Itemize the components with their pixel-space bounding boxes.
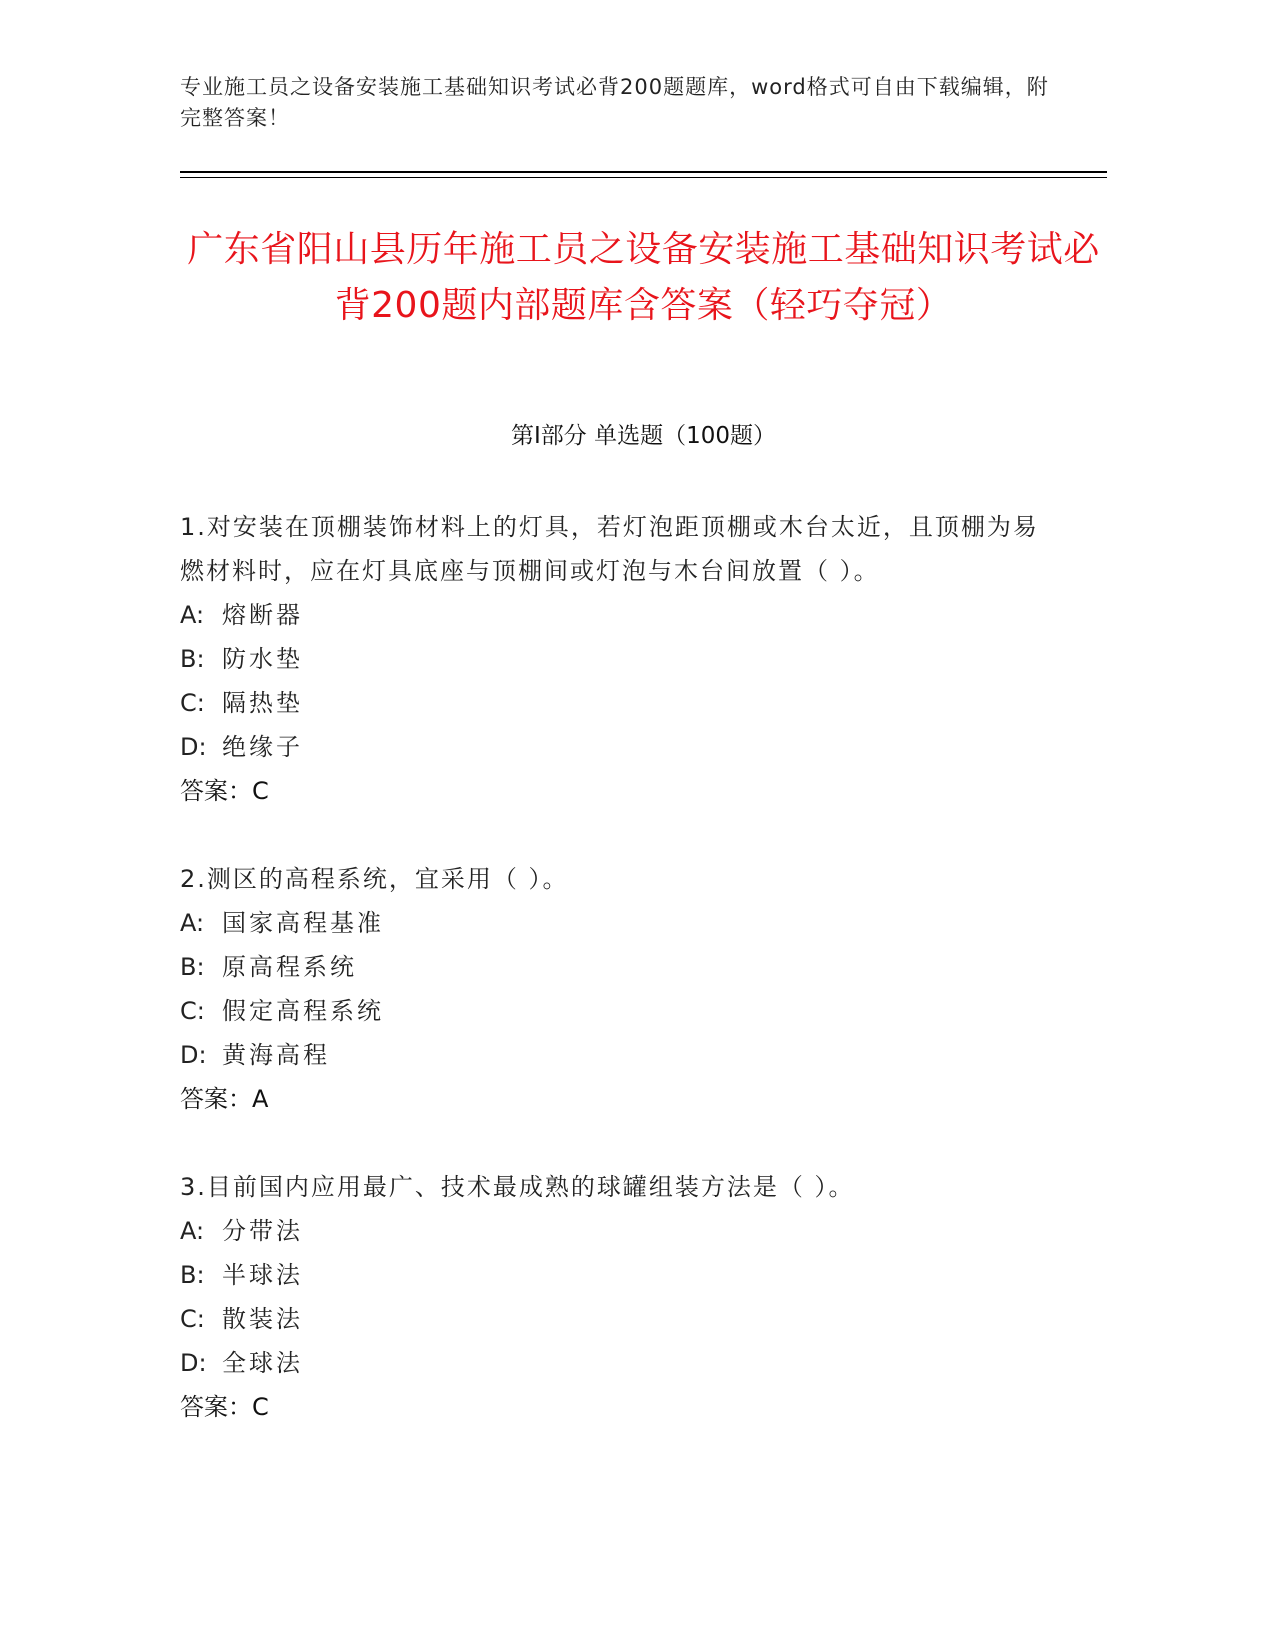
question-list xyxy=(180,505,1050,1473)
answer-value: C xyxy=(252,1393,269,1421)
option-text: 国家高程基准 xyxy=(222,909,384,937)
header-divider-thick xyxy=(180,171,1107,173)
option-letter: B: xyxy=(180,645,205,673)
option-text: 半球法 xyxy=(222,1261,303,1289)
document-title: 广东省阳山县历年施工员之设备安装施工基础知识考试必背200题内部题库含答案（轻巧夺冠） xyxy=(187,229,1100,326)
header-note: 专业施工员之设备安装施工基础知识考试必背200题题库，word格式可自由下载编辑，附完整答案！ xyxy=(180,75,1049,130)
header-divider-thin xyxy=(180,177,1107,178)
option-letter: B: xyxy=(180,953,205,981)
option-letter: A: xyxy=(180,601,205,629)
answer-label: 答案： xyxy=(180,1085,252,1113)
option-b xyxy=(180,1253,1050,1297)
option-text: 黄海高程 xyxy=(222,1041,330,1069)
option-a xyxy=(180,1209,1050,1253)
option-text: 隔热垫 xyxy=(222,689,303,717)
option-d xyxy=(180,1341,1050,1385)
option-letter: A: xyxy=(180,909,205,937)
option-text: 原高程系统 xyxy=(222,953,357,981)
question-2 xyxy=(180,857,1050,1121)
option-letter: D: xyxy=(180,1041,207,1069)
question-3 xyxy=(180,1165,1050,1429)
answer-value: C xyxy=(252,777,269,805)
option-text: 熔断器 xyxy=(222,601,303,629)
option-c xyxy=(180,681,1050,725)
option-letter: B: xyxy=(180,1261,205,1289)
answer-line xyxy=(180,1385,1050,1429)
option-letter: D: xyxy=(180,1349,207,1377)
option-text: 防水垫 xyxy=(222,645,303,673)
option-d xyxy=(180,1033,1050,1077)
option-text: 分带法 xyxy=(222,1217,303,1245)
option-text: 全球法 xyxy=(222,1349,303,1377)
option-b xyxy=(180,945,1050,989)
option-b xyxy=(180,637,1050,681)
answer-label: 答案： xyxy=(180,1393,252,1421)
question-stem: 3.目前国内应用最广、技术最成熟的球罐组装方法是（ ）。 xyxy=(180,1173,855,1201)
option-a xyxy=(180,593,1050,637)
option-text: 散装法 xyxy=(222,1305,303,1333)
answer-value: A xyxy=(252,1085,269,1113)
option-a xyxy=(180,901,1050,945)
option-text: 假定高程系统 xyxy=(222,997,384,1025)
question-1 xyxy=(180,505,1050,813)
option-c xyxy=(180,1297,1050,1341)
option-letter: C: xyxy=(180,997,205,1025)
option-letter: C: xyxy=(180,1305,205,1333)
question-stem: 1.对安装在顶棚装饰材料上的灯具，若灯泡距顶棚或木台太近，且顶棚为易燃材料时，应在灯具底座与顶棚间或灯泡与木台间放置（ ）。 xyxy=(180,513,1039,585)
option-letter: C: xyxy=(180,689,205,717)
section-title: 第I部分 单选题（100题） xyxy=(511,423,776,449)
answer-line xyxy=(180,769,1050,813)
answer-line xyxy=(180,1077,1050,1121)
answer-label: 答案： xyxy=(180,777,252,805)
option-letter: A: xyxy=(180,1217,205,1245)
option-text: 绝缘子 xyxy=(222,733,303,761)
question-stem: 2.测区的高程系统，宜采用（ ）。 xyxy=(180,865,569,893)
option-c xyxy=(180,989,1050,1033)
option-letter: D: xyxy=(180,733,207,761)
option-d xyxy=(180,725,1050,769)
